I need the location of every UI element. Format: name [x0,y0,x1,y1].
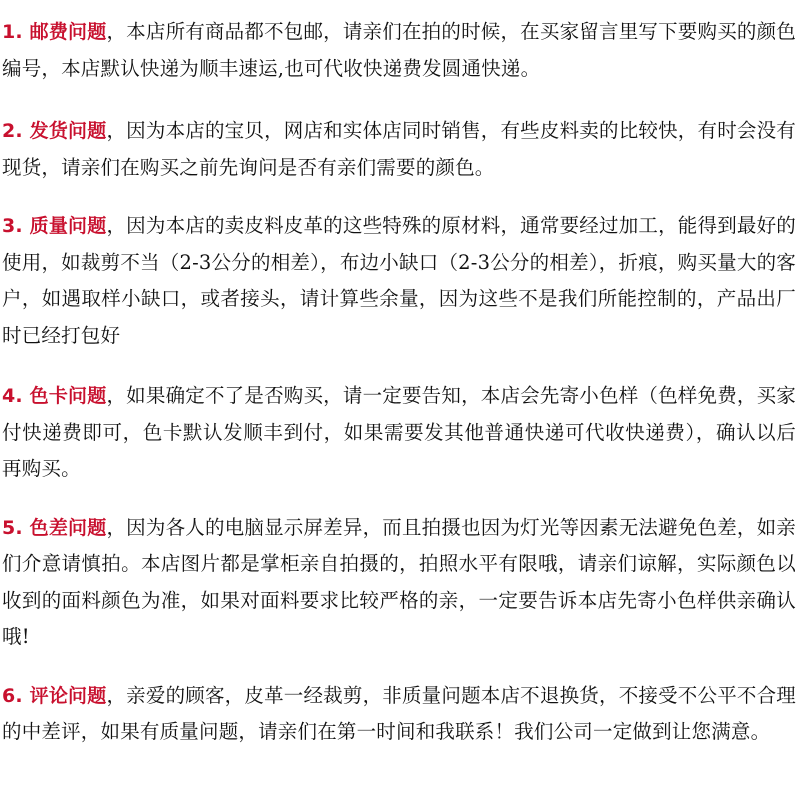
section-body: ，如果确定不了是否购买，请一定要告知，本店会先寄小色样（色样免费，买家付快递费即可，色卡默认发顺丰到付，如果需要发其他普通快递可代收快递费），确认以后再购买。 [2,384,796,480]
section-body: ，因为各人的电脑显示屏差异，而且拍摄也因为灯光等因素无法避免色差，如亲们介意请慎拍。本店图片都是掌柜亲自拍摄的，拍照水平有限哦，请亲们谅解，实际颜色以收到的面料颜色为准，如果对面料要求比较严格的亲，一定要告诉本店先寄小色样供亲确认哦! [2,515,796,648]
section-body: ，本店所有商品都不包邮，请亲们在拍的时候，在买家留言里写下要购买的颜色编号，本店默认快递为顺丰速运,也可代收快递费发圆通快递。 [2,20,796,80]
section-body: ，亲爱的顾客，皮革一经裁剪，非质量问题本店不退换货，不接受不公平不合理的中差评，如果有质量问题，请亲们在第一时间和我联系！我们公司一定做到让您满意。 [2,683,796,743]
section-heading: 1. 邮费问题 [2,21,107,43]
section-heading: 2. 发货问题 [2,120,107,142]
section-body: ，因为本店的宝贝，网店和实体店同时销售，有些皮料卖的比较快，有时会没有现货，请亲们在购买之前先询问是否有亲们需要的颜色。 [2,119,796,179]
section-postage [2,14,796,87]
section-color-difference [2,510,796,656]
section-heading: 5. 色差问题 [2,516,107,539]
section-heading: 3. 质量问题 [2,215,107,237]
section-quality [2,208,796,354]
section-color-card [2,378,796,488]
section-body: ，因为本店的卖皮料皮革的这些特殊的原材料，通常要经过加工，能得到最好的使用，如裁剪不当（2-3公分的相差），布边小缺口（2-3公分的相差），折痕，购买量大的客户，如遇取样小缺口，或者接头，请计算些余量，因为这些不是我们所能控制的，产品出厂时已经打包好 [2,214,796,347]
section-shipping [2,113,796,186]
section-reviews [2,678,796,751]
section-heading: 4. 色卡问题 [2,385,107,407]
section-heading: 6. 评论问题 [2,684,107,707]
